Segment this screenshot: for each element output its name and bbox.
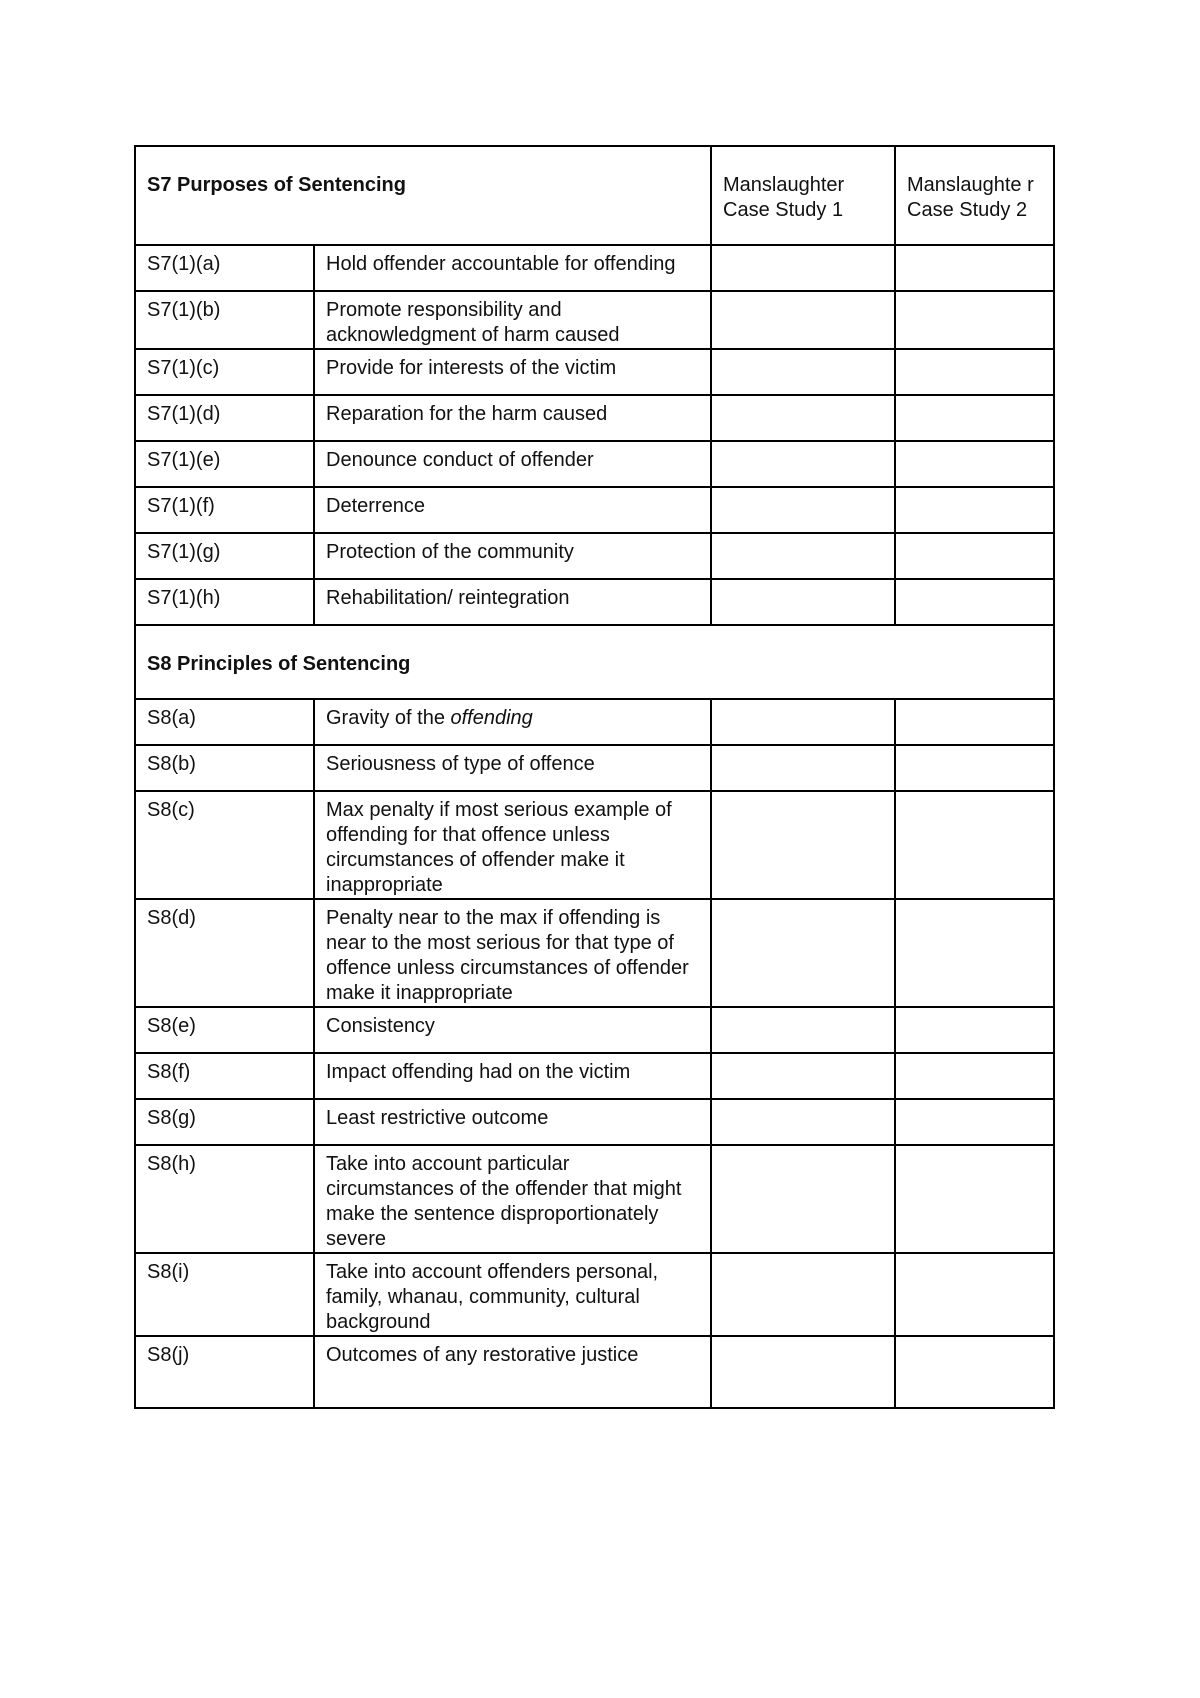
case-study-2-cell[interactable]: [895, 1007, 1054, 1053]
table-row: [135, 1007, 1054, 1053]
section-description: Reparation for the harm caused: [314, 395, 711, 441]
table-row: [135, 899, 1054, 1007]
case-study-2-cell[interactable]: [895, 487, 1054, 533]
table-row: [135, 1336, 1054, 1408]
table-row: [135, 533, 1054, 579]
table-row: [135, 291, 1054, 349]
section-code: S7(1)(c): [135, 349, 314, 395]
section-description: Least restrictive outcome: [314, 1099, 711, 1145]
section-code: S7(1)(g): [135, 533, 314, 579]
section-code: S8(b): [135, 745, 314, 791]
section-description: Seriousness of type of offence: [314, 745, 711, 791]
section-code: S8(d): [135, 899, 314, 1007]
case-study-1-cell[interactable]: [711, 533, 895, 579]
case-study-2-cell[interactable]: [895, 899, 1054, 1007]
case-study-2-cell[interactable]: [895, 441, 1054, 487]
case-study-1-cell[interactable]: [711, 395, 895, 441]
case-study-2-cell[interactable]: [895, 533, 1054, 579]
section-code: S8(f): [135, 1053, 314, 1099]
case-study-1-cell[interactable]: [711, 791, 895, 899]
case-study-1-cell[interactable]: [711, 899, 895, 1007]
s8-heading: S8 Principles of Sentencing: [135, 625, 1054, 699]
case-study-1-cell[interactable]: [711, 1099, 895, 1145]
case-study-1-header: Manslaughter Case Study 1: [711, 146, 895, 245]
sentencing-table: [134, 145, 1055, 1409]
case-study-1-cell[interactable]: [711, 441, 895, 487]
table-row: [135, 395, 1054, 441]
case-study-2-cell[interactable]: [895, 395, 1054, 441]
section-description: Protection of the community: [314, 533, 711, 579]
section-description: Impact offending had on the victim: [314, 1053, 711, 1099]
case-study-2-cell[interactable]: [895, 349, 1054, 395]
description-italic: offending: [450, 707, 533, 729]
section-description: Promote responsibility and acknowledgment of harm caused: [314, 291, 711, 349]
s8-header-row: [135, 625, 1054, 699]
section-code: S7(1)(b): [135, 291, 314, 349]
case-study-2-cell[interactable]: [895, 1145, 1054, 1253]
section-description: Take into account particular circumstances of the offender that might make the sentence disproportionately severe: [314, 1145, 711, 1253]
section-description: [314, 699, 711, 745]
case-study-1-cell[interactable]: [711, 745, 895, 791]
case-study-1-cell[interactable]: [711, 349, 895, 395]
section-code: S8(h): [135, 1145, 314, 1253]
case-study-1-cell[interactable]: [711, 1336, 895, 1408]
table-row: [135, 1099, 1054, 1145]
section-description: Consistency: [314, 1007, 711, 1053]
s7-heading: S7 Purposes of Sentencing: [135, 146, 711, 245]
case-study-2-cell[interactable]: [895, 291, 1054, 349]
case-study-2-header: Manslaughte r Case Study 2: [895, 146, 1054, 245]
section-description: Outcomes of any restorative justice: [314, 1336, 711, 1408]
section-code: S7(1)(h): [135, 579, 314, 625]
section-description: Provide for interests of the victim: [314, 349, 711, 395]
case-study-1-cell[interactable]: [711, 579, 895, 625]
table-row: [135, 1145, 1054, 1253]
section-code: S7(1)(f): [135, 487, 314, 533]
case-study-2-cell[interactable]: [895, 1253, 1054, 1336]
table-row: [135, 791, 1054, 899]
section-code: S8(j): [135, 1336, 314, 1408]
case-study-1-cell[interactable]: [711, 1007, 895, 1053]
section-description: Take into account offenders personal, family, whanau, community, cultural background: [314, 1253, 711, 1336]
section-code: S8(e): [135, 1007, 314, 1053]
table-row: [135, 487, 1054, 533]
section-code: S7(1)(a): [135, 245, 314, 291]
section-code: S8(g): [135, 1099, 314, 1145]
table-row: [135, 745, 1054, 791]
table-row: [135, 699, 1054, 745]
case-study-1-cell[interactable]: [711, 245, 895, 291]
case-study-1-cell[interactable]: [711, 1253, 895, 1336]
table-row: [135, 349, 1054, 395]
table-row: [135, 245, 1054, 291]
case-study-2-cell[interactable]: [895, 1053, 1054, 1099]
section-description: Hold offender accountable for offending: [314, 245, 711, 291]
section-description: Max penalty if most serious example of offending for that offence unless circumstances of offender make it inappropriate: [314, 791, 711, 899]
table-row: [135, 579, 1054, 625]
section-description: Denounce conduct of offender: [314, 441, 711, 487]
case-study-2-cell[interactable]: [895, 745, 1054, 791]
case-study-2-cell[interactable]: [895, 791, 1054, 899]
case-study-2-cell[interactable]: [895, 579, 1054, 625]
case-study-2-cell[interactable]: [895, 1336, 1054, 1408]
section-description: Deterrence: [314, 487, 711, 533]
case-study-1-cell[interactable]: [711, 487, 895, 533]
case-study-2-cell[interactable]: [895, 1099, 1054, 1145]
case-study-1-cell[interactable]: [711, 1145, 895, 1253]
case-study-2-cell[interactable]: [895, 699, 1054, 745]
section-code: S7(1)(d): [135, 395, 314, 441]
s7-header-row: [135, 146, 1054, 245]
description-prefix: Gravity of the: [326, 707, 451, 729]
table-row: [135, 441, 1054, 487]
section-description: Rehabilitation/ reintegration: [314, 579, 711, 625]
section-code: S8(c): [135, 791, 314, 899]
case-study-1-cell[interactable]: [711, 699, 895, 745]
section-code: S8(a): [135, 699, 314, 745]
case-study-1-cell[interactable]: [711, 1053, 895, 1099]
table-row: [135, 1053, 1054, 1099]
section-code: S8(i): [135, 1253, 314, 1336]
section-code: S7(1)(e): [135, 441, 314, 487]
case-study-1-cell[interactable]: [711, 291, 895, 349]
case-study-2-cell[interactable]: [895, 245, 1054, 291]
section-description: Penalty near to the max if offending is near to the most serious for that type of offence unless circumstances of offender make it inappropriate: [314, 899, 711, 1007]
table-row: [135, 1253, 1054, 1336]
